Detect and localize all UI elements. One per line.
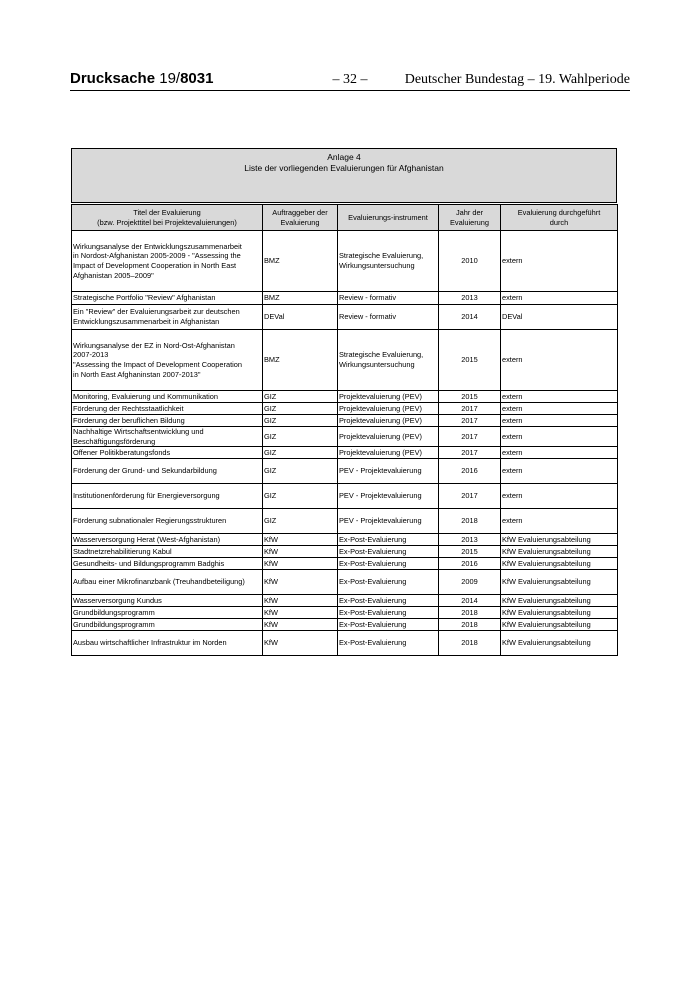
table-row bbox=[72, 607, 618, 619]
cell-instrument: Review - formativ bbox=[338, 292, 439, 305]
cell-title: Gesundheits- und Bildungsprogramm Badghis bbox=[72, 558, 263, 570]
cell-performed-by: extern bbox=[501, 403, 618, 415]
cell-title: Ausbau wirtschaftlicher Infrastruktur im Norden bbox=[72, 631, 263, 656]
cell-client: KfW bbox=[263, 534, 338, 546]
cell-client: GIZ bbox=[263, 509, 338, 534]
annex-title-box bbox=[71, 148, 617, 203]
cell-client: KfW bbox=[263, 607, 338, 619]
cell-instrument: PEV - Projektevaluierung bbox=[338, 484, 439, 509]
table-row bbox=[72, 391, 618, 403]
cell-instrument: Ex-Post-Evaluierung bbox=[338, 546, 439, 558]
drucksache-number-prefix: 19/ bbox=[159, 70, 181, 87]
cell-performed-by: extern bbox=[501, 292, 618, 305]
cell-performed-by: extern bbox=[501, 484, 618, 509]
table-row bbox=[72, 292, 618, 305]
cell-instrument: Ex-Post-Evaluierung bbox=[338, 619, 439, 631]
cell-client: KfW bbox=[263, 595, 338, 607]
cell-year: 2018 bbox=[439, 619, 501, 631]
cell-title: Monitoring, Evaluierung und Kommunikation bbox=[72, 391, 263, 403]
cell-performed-by: KfW Evaluierungsabteilung bbox=[501, 546, 618, 558]
cell-instrument: Ex-Post-Evaluierung bbox=[338, 595, 439, 607]
cell-title: Förderung der Grund- und Sekundarbildung bbox=[72, 459, 263, 484]
cell-title: Grundbildungsprogramm bbox=[72, 607, 263, 619]
evaluations-table bbox=[71, 204, 618, 656]
cell-year: 2017 bbox=[439, 447, 501, 459]
cell-year: 2009 bbox=[439, 570, 501, 595]
cell-performed-by: KfW Evaluierungsabteilung bbox=[501, 570, 618, 595]
page-header bbox=[70, 70, 630, 91]
cell-title: Aufbau einer Mikrofinanzbank (Treuhandbeteiligung) bbox=[72, 570, 263, 595]
cell-client: GIZ bbox=[263, 391, 338, 403]
cell-instrument: PEV - Projektevaluierung bbox=[338, 459, 439, 484]
cell-title: Wasserversorgung Kundus bbox=[72, 595, 263, 607]
cell-performed-by: DEVal bbox=[501, 305, 618, 330]
cell-title: Förderung der Rechtsstaatlichkeit bbox=[72, 403, 263, 415]
cell-title: Grundbildungsprogramm bbox=[72, 619, 263, 631]
cell-instrument: Review - formativ bbox=[338, 305, 439, 330]
cell-client: GIZ bbox=[263, 427, 338, 447]
cell-performed-by: KfW Evaluierungsabteilung bbox=[501, 595, 618, 607]
table-body bbox=[72, 231, 618, 656]
cell-performed-by: KfW Evaluierungsabteilung bbox=[501, 619, 618, 631]
column-header-performed-by: Evaluierung durchgeführt durch bbox=[501, 205, 618, 231]
cell-year: 2013 bbox=[439, 292, 501, 305]
cell-client: GIZ bbox=[263, 415, 338, 427]
cell-title: Förderung subnationaler Regierungsstrukturen bbox=[72, 509, 263, 534]
table-row bbox=[72, 305, 618, 330]
cell-instrument: Ex-Post-Evaluierung bbox=[338, 607, 439, 619]
table-row bbox=[72, 595, 618, 607]
cell-year: 2014 bbox=[439, 305, 501, 330]
cell-instrument: PEV - Projektevaluierung bbox=[338, 509, 439, 534]
cell-year: 2018 bbox=[439, 607, 501, 619]
annex-subtitle: Liste der vorliegenden Evaluierungen für Afghanistan bbox=[244, 163, 444, 173]
cell-year: 2017 bbox=[439, 415, 501, 427]
cell-instrument: Strategische Evaluierung, Wirkungsuntersuchung bbox=[338, 231, 439, 292]
cell-performed-by: KfW Evaluierungsabteilung bbox=[501, 558, 618, 570]
cell-client: DEVal bbox=[263, 305, 338, 330]
cell-instrument: Projektevaluierung (PEV) bbox=[338, 427, 439, 447]
cell-year: 2015 bbox=[439, 330, 501, 391]
cell-client: KfW bbox=[263, 619, 338, 631]
cell-performed-by: extern bbox=[501, 447, 618, 459]
column-header-client: Auftraggeber der Evaluierung bbox=[263, 205, 338, 231]
table-row bbox=[72, 427, 618, 447]
cell-instrument: Projektevaluierung (PEV) bbox=[338, 447, 439, 459]
column-header-title: Titel der Evaluierung (bzw. Projekttitel bei Projektevaluierungen) bbox=[72, 205, 263, 231]
cell-performed-by: extern bbox=[501, 330, 618, 391]
cell-performed-by: extern bbox=[501, 427, 618, 447]
cell-instrument: Projektevaluierung (PEV) bbox=[338, 391, 439, 403]
cell-year: 2010 bbox=[439, 231, 501, 292]
cell-instrument: Strategische Evaluierung, Wirkungsuntersuchung bbox=[338, 330, 439, 391]
cell-year: 2016 bbox=[439, 558, 501, 570]
cell-instrument: Projektevaluierung (PEV) bbox=[338, 403, 439, 415]
cell-client: KfW bbox=[263, 570, 338, 595]
drucksache-number-bold: 8031 bbox=[180, 70, 214, 87]
column-header-instrument: Evaluierungs-instrument bbox=[338, 205, 439, 231]
cell-title: Wasserversorgung Herat (West-Afghanistan) bbox=[72, 534, 263, 546]
cell-title: Offener Politikberatungsfonds bbox=[72, 447, 263, 459]
cell-client: BMZ bbox=[263, 330, 338, 391]
table-row bbox=[72, 546, 618, 558]
cell-client: GIZ bbox=[263, 403, 338, 415]
cell-instrument: Ex-Post-Evaluierung bbox=[338, 558, 439, 570]
cell-client: GIZ bbox=[263, 447, 338, 459]
drucksache-label: Drucksache bbox=[70, 70, 156, 87]
cell-performed-by: extern bbox=[501, 231, 618, 292]
cell-instrument: Ex-Post-Evaluierung bbox=[338, 631, 439, 656]
cell-year: 2013 bbox=[439, 534, 501, 546]
table-row bbox=[72, 447, 618, 459]
table-row bbox=[72, 330, 618, 391]
table-row bbox=[72, 231, 618, 292]
cell-title: Wirkungsanalyse der EZ in Nord-Ost-Afghanistan 2007-2013 "Assessing the Impact of Development Cooperation in North East Afghaninstan 2007-2013" bbox=[72, 330, 263, 391]
cell-client: GIZ bbox=[263, 484, 338, 509]
cell-performed-by: extern bbox=[501, 509, 618, 534]
table-row bbox=[72, 570, 618, 595]
cell-performed-by: KfW Evaluierungsabteilung bbox=[501, 631, 618, 656]
cell-title: Stadtnetzrehabilitierung Kabul bbox=[72, 546, 263, 558]
cell-title: Nachhaltige Wirtschaftsentwicklung und Beschäftigungsförderung bbox=[72, 427, 263, 447]
cell-performed-by: KfW Evaluierungsabteilung bbox=[501, 607, 618, 619]
cell-client: BMZ bbox=[263, 292, 338, 305]
cell-performed-by: KfW Evaluierungsabteilung bbox=[501, 534, 618, 546]
cell-instrument: Ex-Post-Evaluierung bbox=[338, 570, 439, 595]
cell-year: 2014 bbox=[439, 595, 501, 607]
table-header-row bbox=[72, 205, 618, 231]
cell-year: 2015 bbox=[439, 546, 501, 558]
table-row bbox=[72, 403, 618, 415]
cell-title: Strategische Portfolio "Review" Afghanistan bbox=[72, 292, 263, 305]
cell-client: BMZ bbox=[263, 231, 338, 292]
cell-performed-by: extern bbox=[501, 459, 618, 484]
cell-title: Wirkungsanalyse der Entwicklungszusammenarbeit in Nordost-Afghanistan 2005-2009 - "Assessing the Impact of Development Cooperation in North East Afghanistan 2005–2009" bbox=[72, 231, 263, 292]
cell-client: KfW bbox=[263, 558, 338, 570]
cell-year: 2017 bbox=[439, 427, 501, 447]
cell-performed-by: extern bbox=[501, 391, 618, 403]
cell-year: 2017 bbox=[439, 403, 501, 415]
cell-title: Institutionenförderung für Energieversorgung bbox=[72, 484, 263, 509]
cell-performed-by: extern bbox=[501, 415, 618, 427]
cell-year: 2017 bbox=[439, 484, 501, 509]
annex-title: Anlage 4 bbox=[327, 152, 361, 162]
table-row bbox=[72, 631, 618, 656]
cell-client: KfW bbox=[263, 631, 338, 656]
table-row bbox=[72, 415, 618, 427]
header-right-text: Deutscher Bundestag – 19. Wahlperiode bbox=[404, 72, 630, 87]
table-row bbox=[72, 619, 618, 631]
table-row bbox=[72, 558, 618, 570]
table-row bbox=[72, 534, 618, 546]
cell-instrument: Projektevaluierung (PEV) bbox=[338, 415, 439, 427]
page-number: – 32 – bbox=[332, 72, 368, 87]
cell-title: Ein "Review" der Evaluierungsarbeit zur deutschen Entwicklungszusammenarbeit in Afghanistan bbox=[72, 305, 263, 330]
cell-instrument: Ex-Post-Evaluierung bbox=[338, 534, 439, 546]
table-row bbox=[72, 484, 618, 509]
column-header-year: Jahr der Evaluierung bbox=[439, 205, 501, 231]
cell-year: 2018 bbox=[439, 509, 501, 534]
cell-client: KfW bbox=[263, 546, 338, 558]
table-row bbox=[72, 509, 618, 534]
cell-client: GIZ bbox=[263, 459, 338, 484]
cell-year: 2015 bbox=[439, 391, 501, 403]
table-row bbox=[72, 459, 618, 484]
cell-year: 2018 bbox=[439, 631, 501, 656]
cell-year: 2016 bbox=[439, 459, 501, 484]
cell-title: Förderung der beruflichen Bildung bbox=[72, 415, 263, 427]
